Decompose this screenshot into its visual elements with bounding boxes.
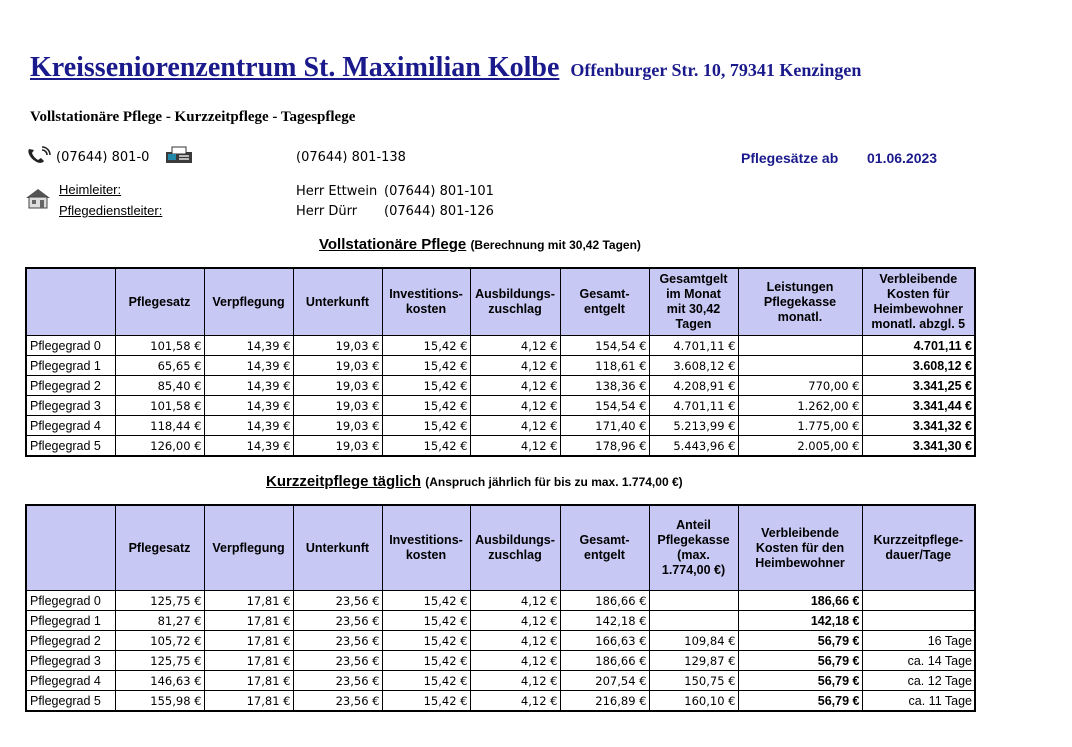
table-cell: 19,03 € xyxy=(293,356,382,376)
table-cell: 56,79 € xyxy=(738,631,862,651)
table-cell: 129,87 € xyxy=(649,651,738,671)
column-header: Gesamtgelt im Monat mit 30,42 Tagen xyxy=(649,268,738,336)
table-cell: 23,56 € xyxy=(293,591,382,611)
table-cell: 15,42 € xyxy=(382,336,470,356)
column-header: Verbleibende Kosten für Heimbewohner monatl. abzgl. 5 xyxy=(862,268,975,336)
table-cell: 23,56 € xyxy=(293,611,382,631)
row-label: Pflegegrad 0 xyxy=(26,591,115,611)
table-cell: 15,42 € xyxy=(382,651,470,671)
table-cell: ca. 11 Tage xyxy=(862,691,975,712)
table-cell: 101,58 € xyxy=(115,336,204,356)
section2-title xyxy=(266,473,683,490)
table-cell: 19,03 € xyxy=(293,416,382,436)
column-header: Leistungen Pflegekasse monatl. xyxy=(738,268,862,336)
table-cell: 3.608,12 € xyxy=(862,356,975,376)
table-cell: 160,10 € xyxy=(649,691,738,712)
table-cell: 3.341,30 € xyxy=(862,436,975,457)
column-header: Investitions- kosten xyxy=(382,505,470,591)
table-cell: 14,39 € xyxy=(204,336,293,356)
table-row xyxy=(26,631,975,651)
row-label: Pflegegrad 4 xyxy=(26,416,115,436)
section1-note: (Berechnung mit 30,42 Tagen) xyxy=(470,238,641,252)
table-cell: 16 Tage xyxy=(862,631,975,651)
table-cell: 15,42 € xyxy=(382,691,470,712)
rates-date: 01.06.2023 xyxy=(867,150,938,166)
table-cell: 216,89 € xyxy=(560,691,649,712)
table-cell: 4.208,91 € xyxy=(649,376,738,396)
table-cell xyxy=(862,611,975,631)
table-cell: 142,18 € xyxy=(560,611,649,631)
table-cell: 207,54 € xyxy=(560,671,649,691)
table-cell: 155,98 € xyxy=(115,691,204,712)
table-cell: 3.608,12 € xyxy=(649,356,738,376)
table-cell: 19,03 € xyxy=(293,396,382,416)
table-cell: 17,81 € xyxy=(204,651,293,671)
table-cell: 15,42 € xyxy=(382,396,470,416)
row-label: Pflegegrad 2 xyxy=(26,631,115,651)
org-address: Offenburger Str. 10, 79341 Kenzingen xyxy=(570,60,862,80)
table-cell: 1.262,00 € xyxy=(738,396,862,416)
table-cell: 4,12 € xyxy=(470,631,560,651)
table-cell: 56,79 € xyxy=(738,691,862,712)
table-short-term-care xyxy=(25,504,976,712)
table-cell: 23,56 € xyxy=(293,671,382,691)
column-header: Anteil Pflegekasse (max. 1.774,00 €) xyxy=(649,505,738,591)
table-cell: 166,63 € xyxy=(560,631,649,651)
table-cell: 5.443,96 € xyxy=(649,436,738,457)
row-label: Pflegegrad 0 xyxy=(26,336,115,356)
table-cell: 15,42 € xyxy=(382,376,470,396)
table-cell: ca. 12 Tage xyxy=(862,671,975,691)
table-cell: 3.341,25 € xyxy=(862,376,975,396)
table-cell: 150,75 € xyxy=(649,671,738,691)
column-header: Verbleibende Kosten für den Heimbewohner xyxy=(738,505,862,591)
table-cell: 85,40 € xyxy=(115,376,204,396)
table-cell: 171,40 € xyxy=(560,416,649,436)
table-cell: 4,12 € xyxy=(470,376,560,396)
table-cell: 3.341,44 € xyxy=(862,396,975,416)
table-cell: 19,03 € xyxy=(293,436,382,457)
fax-icon xyxy=(164,145,194,165)
table-row xyxy=(26,671,975,691)
table-cell: 56,79 € xyxy=(738,671,862,691)
table-row xyxy=(26,356,975,376)
table-cell: 14,39 € xyxy=(204,436,293,457)
section2-note: (Anspruch jährlich für bis zu max. 1.774,00 €) xyxy=(425,475,683,489)
rates-label: Pflegesätze ab xyxy=(741,150,839,166)
table-cell: 17,81 € xyxy=(204,691,293,712)
row-label: Pflegegrad 3 xyxy=(26,651,115,671)
table-cell: 125,75 € xyxy=(115,591,204,611)
table-cell: 125,75 € xyxy=(115,651,204,671)
table-row xyxy=(26,591,975,611)
table-cell: 4,12 € xyxy=(470,671,560,691)
role-manager: Heimleiter: xyxy=(59,182,122,197)
table-cell: 4,12 € xyxy=(470,356,560,376)
table-cell: 4,12 € xyxy=(470,691,560,712)
table-cell xyxy=(738,336,862,356)
row-label: Pflegegrad 4 xyxy=(26,671,115,691)
column-header: Verpflegung xyxy=(204,268,293,336)
row-label: Pflegegrad 1 xyxy=(26,356,115,376)
table-cell: 15,42 € xyxy=(382,591,470,611)
table-cell: 126,00 € xyxy=(115,436,204,457)
table-cell: 186,66 € xyxy=(738,591,862,611)
row-label: Pflegegrad 3 xyxy=(26,396,115,416)
table-cell: 81,27 € xyxy=(115,611,204,631)
table-cell: 4.701,11 € xyxy=(649,396,738,416)
column-header xyxy=(26,268,115,336)
table-cell: 14,39 € xyxy=(204,396,293,416)
table-cell: 4,12 € xyxy=(470,396,560,416)
column-header: Pflegesatz xyxy=(115,505,204,591)
header-row xyxy=(26,268,975,336)
table-cell: 15,42 € xyxy=(382,356,470,376)
table-cell: 770,00 € xyxy=(738,376,862,396)
table-cell: 14,39 € xyxy=(204,416,293,436)
table-cell: 186,66 € xyxy=(560,591,649,611)
table-cell: 15,42 € xyxy=(382,671,470,691)
table-cell: 23,56 € xyxy=(293,691,382,712)
table-cell: 2.005,00 € xyxy=(738,436,862,457)
table-cell: 15,42 € xyxy=(382,611,470,631)
table-cell: 118,61 € xyxy=(560,356,649,376)
table-row xyxy=(26,651,975,671)
column-header: Gesamt- entgelt xyxy=(560,505,649,591)
table-cell: 4,12 € xyxy=(470,336,560,356)
care-manager-phone: (07644) 801-126 xyxy=(384,204,494,219)
column-header: Pflegesatz xyxy=(115,268,204,336)
column-header: Unterkunft xyxy=(293,505,382,591)
table-cell xyxy=(649,611,738,631)
table-cell: 178,96 € xyxy=(560,436,649,457)
table-cell: ca. 14 Tage xyxy=(862,651,975,671)
table-cell: 17,81 € xyxy=(204,631,293,651)
org-name: Kreisseniorenzentrum St. Maximilian Kolbe xyxy=(30,52,560,83)
table-cell: 4.701,11 € xyxy=(862,336,975,356)
table-row xyxy=(26,376,975,396)
table-cell: 146,63 € xyxy=(115,671,204,691)
care-manager-name: Herr Dürr xyxy=(296,204,358,219)
table-cell xyxy=(862,591,975,611)
phone-number: (07644) 801-0 xyxy=(56,150,150,165)
row-label: Pflegegrad 5 xyxy=(26,691,115,712)
house-icon xyxy=(24,187,52,209)
table-full-care xyxy=(25,267,976,457)
table-row xyxy=(26,416,975,436)
table-cell: 65,65 € xyxy=(115,356,204,376)
subtitle: Vollstationäre Pflege - Kurzzeitpflege - Tagespflege xyxy=(30,109,356,125)
manager-name: Herr Ettwein xyxy=(296,184,378,199)
table-cell: 4,12 € xyxy=(470,611,560,631)
table-row xyxy=(26,436,975,457)
column-header: Kurzzeitpflege- dauer/Tage xyxy=(862,505,975,591)
table-cell: 101,58 € xyxy=(115,396,204,416)
table-cell: 17,81 € xyxy=(204,591,293,611)
table-cell: 14,39 € xyxy=(204,356,293,376)
column-header: Gesamt- entgelt xyxy=(560,268,649,336)
role-care-manager: Pflegedienstleiter: xyxy=(59,203,163,218)
table-cell: 19,03 € xyxy=(293,336,382,356)
manager-phone: (07644) 801-101 xyxy=(384,184,494,199)
table-cell: 118,44 € xyxy=(115,416,204,436)
header-row xyxy=(26,505,975,591)
telephone-icon xyxy=(26,146,52,166)
table-cell: 23,56 € xyxy=(293,631,382,651)
table-row xyxy=(26,396,975,416)
table-cell xyxy=(649,591,738,611)
table-cell: 23,56 € xyxy=(293,651,382,671)
table-cell: 154,54 € xyxy=(560,336,649,356)
table-row xyxy=(26,611,975,631)
table-cell: 154,54 € xyxy=(560,396,649,416)
column-header: Ausbildungs- zuschlag xyxy=(470,268,560,336)
table-cell xyxy=(738,356,862,376)
table-cell: 138,36 € xyxy=(560,376,649,396)
section2-title-text: Kurzzeitpflege täglich xyxy=(266,473,422,490)
table-cell: 105,72 € xyxy=(115,631,204,651)
table-cell: 5.213,99 € xyxy=(649,416,738,436)
table-cell: 15,42 € xyxy=(382,416,470,436)
table-cell: 4,12 € xyxy=(470,416,560,436)
table-cell: 15,42 € xyxy=(382,436,470,457)
column-header xyxy=(26,505,115,591)
table-cell: 186,66 € xyxy=(560,651,649,671)
table-cell: 56,79 € xyxy=(738,651,862,671)
table-cell: 142,18 € xyxy=(738,611,862,631)
table-cell: 3.341,32 € xyxy=(862,416,975,436)
row-label: Pflegegrad 2 xyxy=(26,376,115,396)
column-header: Verpflegung xyxy=(204,505,293,591)
table-cell: 14,39 € xyxy=(204,376,293,396)
column-header: Ausbildungs- zuschlag xyxy=(470,505,560,591)
table-row xyxy=(26,691,975,712)
fax-number: (07644) 801-138 xyxy=(296,150,406,165)
table-cell: 19,03 € xyxy=(293,376,382,396)
row-label: Pflegegrad 1 xyxy=(26,611,115,631)
section1-title-text: Vollstationäre Pflege xyxy=(319,236,467,253)
page-title xyxy=(30,52,861,84)
table-cell: 15,42 € xyxy=(382,631,470,651)
table-row xyxy=(26,336,975,356)
table-cell: 4.701,11 € xyxy=(649,336,738,356)
table-cell: 17,81 € xyxy=(204,671,293,691)
table-cell: 1.775,00 € xyxy=(738,416,862,436)
section1-title xyxy=(319,236,641,253)
table-cell: 4,12 € xyxy=(470,591,560,611)
column-header: Investitions- kosten xyxy=(382,268,470,336)
table-cell: 17,81 € xyxy=(204,611,293,631)
row-label: Pflegegrad 5 xyxy=(26,436,115,457)
table-cell: 4,12 € xyxy=(470,436,560,457)
table-cell: 109,84 € xyxy=(649,631,738,651)
table-cell: 4,12 € xyxy=(470,651,560,671)
column-header: Unterkunft xyxy=(293,268,382,336)
